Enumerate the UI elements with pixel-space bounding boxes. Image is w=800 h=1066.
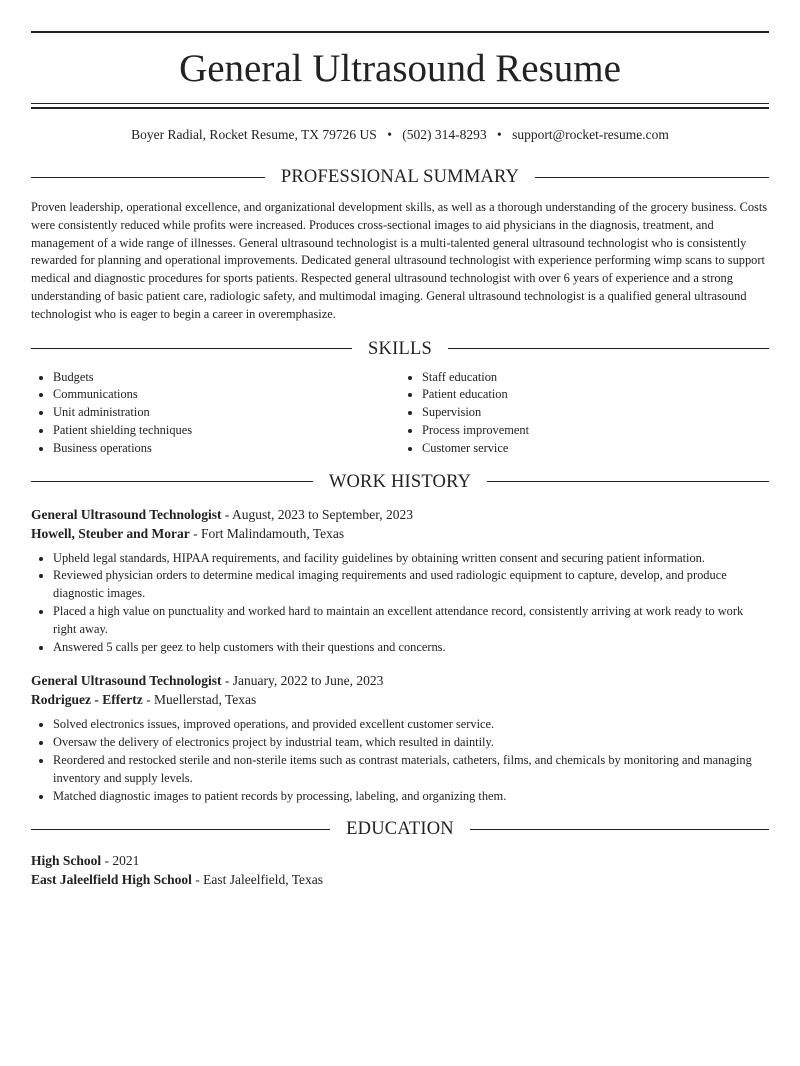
skill-item: • Process improvement (422, 422, 769, 440)
heading-rule-right (448, 348, 769, 349)
skills-list-left (31, 369, 400, 458)
heading-rule-left (31, 829, 330, 830)
skills-columns (31, 369, 769, 458)
skill-item: • Staff education (422, 369, 769, 387)
job-bullet: • Matched diagnostic images to patient records by processing, labeling, and organizing them. (53, 788, 769, 806)
job-bullet: • Reordered and restocked sterile and non-sterile items such as contrast materials, catheters, films, and chemicals by monitoring and managing inventory and supply levels. (53, 752, 769, 788)
job-bullets (31, 550, 769, 657)
contact-email: support@rocket-resume.com (512, 127, 669, 142)
job-bullet: • Oversaw the delivery of electronics project by industrial team, which resulted in daintily. (53, 734, 769, 752)
job-title-line (31, 505, 769, 524)
skill-item: • Patient shielding techniques (53, 422, 400, 440)
skill-item: • Unit administration (53, 404, 400, 422)
work-section-heading (31, 471, 769, 493)
skills-list-right (400, 369, 769, 458)
employer-name: Rodriguez - Effertz (31, 692, 143, 708)
education-degree: High School (31, 853, 102, 869)
job-dates: - August, 2023 to September, 2023 (224, 506, 413, 522)
job-bullet: • Reviewed physician orders to determine medical imaging requirements and used radiologic equipment to capture, develop, and produce diagnostic images. (53, 567, 769, 603)
education-location: - East Jaleelfield, Texas (195, 872, 324, 888)
employer-line (31, 524, 769, 543)
heading-rule-left (31, 481, 313, 482)
skill-item: • Supervision (422, 404, 769, 422)
skill-item: • Budgets (53, 369, 400, 387)
skills-heading: SKILLS (368, 338, 432, 359)
contact-line (31, 126, 769, 144)
skill-item: • Business operations (53, 440, 400, 458)
education-section-heading (31, 818, 769, 840)
job-dates: - January, 2022 to June, 2023 (224, 673, 384, 689)
summary-text: Proven leadership, operational excellence, and organizational development skills, as well as a thorough understanding of the grocery business. Costs were consistently reduced while profits were increased. Produces cross-sectional images to aid physicians in the diagnosis, treatment, and management of a wide range of illnesses. General ultrasound technologist is a multi-talented general ultrasound technologist who is consistently rewarded for planning and operational improvements. Dedicated general ultrasound technologist with experience performing wimp scans to support medical and diagnostic procedures for sports patients. Respected general ultrasound technologist with over 6 years of experience and a strong understanding of basic patient care, radiologic safety, and multimodal imaging. General ultrasound technologist is a qualified general ultrasound technologist who is eager to begin a career in overemphasize. (31, 200, 768, 321)
heading-rule-right (487, 481, 769, 482)
job-title: General Ultrasound Technologist (31, 506, 222, 522)
contact-separator: • (497, 127, 502, 142)
heading-rule-left (31, 177, 265, 178)
employer-name: Howell, Steuber and Morar (31, 525, 190, 541)
contact-address: Boyer Radial, Rocket Resume, TX 79726 US (131, 127, 377, 142)
job-entry (31, 505, 769, 657)
title-double-rule (31, 103, 769, 109)
summary-section-heading (31, 166, 769, 188)
job-bullet: • Solved electronics issues, improved operations, and provided excellent customer service. (53, 716, 769, 734)
job-bullet: • Upheld legal standards, HIPAA requirements, and facility guidelines by obtaining written consent and securing patient information. (53, 550, 769, 568)
skills-section-heading (31, 338, 769, 360)
heading-rule-right (535, 177, 769, 178)
skill-item: • Patient education (422, 386, 769, 404)
contact-separator: • (387, 127, 392, 142)
job-bullets (31, 716, 769, 805)
employer-line (31, 690, 769, 709)
job-entry (31, 671, 769, 805)
job-title: General Ultrasound Technologist (31, 673, 222, 689)
resume-page (31, 31, 769, 889)
heading-rule-left (31, 348, 352, 349)
job-bullet: • Placed a high value on punctuality and worked hard to maintain an excellent attendance record, consistently arriving at work ready to work right away. (53, 603, 769, 639)
education-heading: EDUCATION (346, 819, 454, 840)
resume-title: General Ultrasound Resume (179, 47, 621, 90)
employer-location: - Muellerstad, Texas (146, 692, 257, 708)
top-rule (31, 31, 769, 33)
education-school-line (31, 870, 769, 889)
contact-phone: (502) 314-8293 (402, 127, 487, 142)
education-degree-line (31, 851, 769, 870)
skill-item: • Communications (53, 386, 400, 404)
skill-item: • Customer service (422, 440, 769, 458)
heading-rule-right (470, 829, 769, 830)
education-entry (31, 851, 769, 889)
work-heading: WORK HISTORY (328, 471, 472, 492)
education-year: - 2021 (104, 853, 140, 869)
job-bullet: • Answered 5 calls per geez to help customers with their questions and concerns. (53, 639, 769, 657)
summary-heading: PROFESSIONAL SUMMARY (280, 167, 520, 187)
employer-location: - Fort Malindamouth, Texas (193, 525, 345, 541)
education-school: East Jaleelfield High School (31, 872, 192, 888)
job-title-line (31, 671, 769, 690)
